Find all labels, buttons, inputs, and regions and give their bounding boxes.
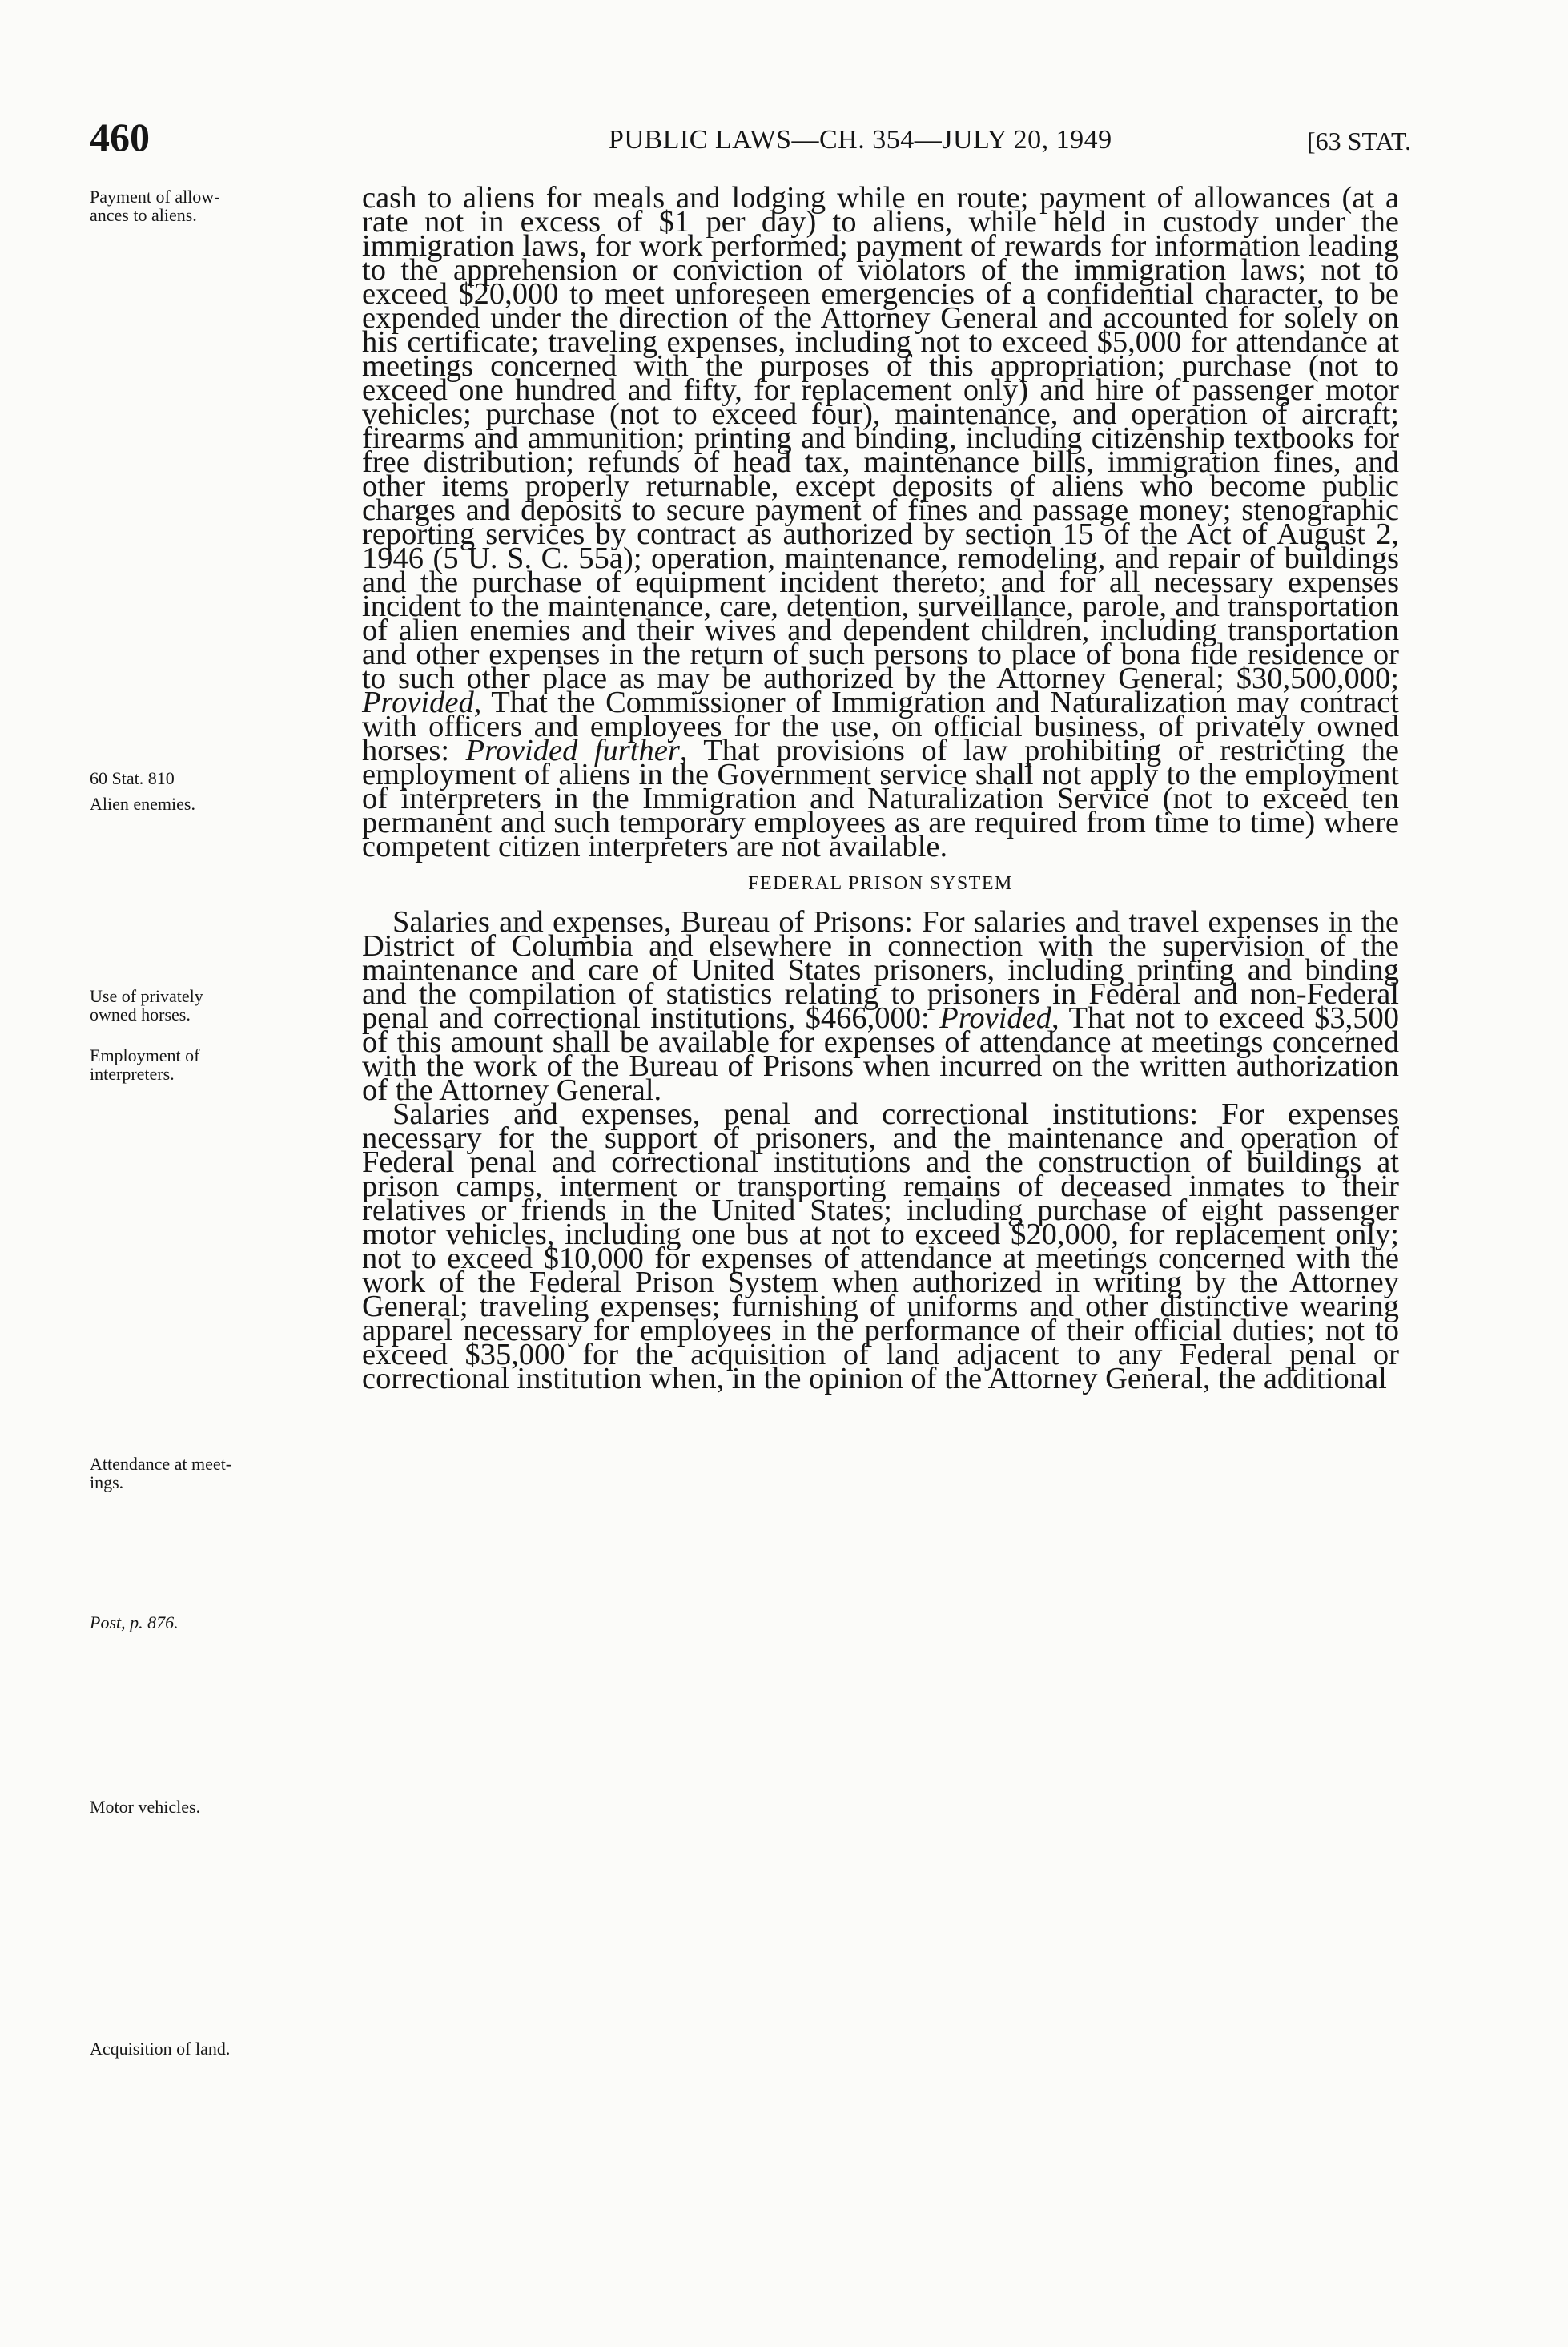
- margin-note-alien-enemies: Alien enemies.: [90, 794, 195, 814]
- paragraph-1-text: cash to aliens for meals and lodging while en route; payment of allowances (at a rate not in excess of $1 per day) to aliens, while held in custody under the immigration laws, for work performed; payment of rewards for information leading to the apprehension or conviction of violators of the immigration laws; not to exceed $20,000 to meet unforeseen emergencies of a confidential character, to be expended under the direction of the Attorney General and accounted for solely on his certificate; traveling expenses, including not to exceed $5,000 for attendance at meetings concerned with the purposes of this appropriation; purchase (not to exceed one hundred and fifty, for replacement only) and hire of passenger motor vehicles; purchase (not to exceed four), maintenance, and operation of aircraft; firearms and ammunition; printing and binding, including citizenship textbooks for free distribution; refunds of head tax, maintenance bills, immigration fines, and other items properly returnable, except deposits of aliens who become public charges and deposits to secure payment of fines and passage money; stenographic reporting services by contract as authorized by section 15 of the Act of August 2, 1946 (5 U. S. C. 55a); operation, maintenance, remodeling, and repair of buildings and the purchase of equipment incident thereto; and for all necessary expenses incident to the maintenance, care, detention, surveillance, parole, and transportation of alien enemies and their wives and dependent children, including transportation and other expenses in the return of such persons to place of bona fide residence or to such other place as may be authorized by the Attorney General; $30,500,000;: [362, 181, 1399, 695]
- margin-note-post-reference: Post, p. 876.: [90, 1612, 179, 1632]
- running-head: PUBLIC LAWS—CH. 354—JULY 20, 1949: [609, 125, 1112, 155]
- margin-note-employment-interpreters: Employment of interpreters.: [90, 1045, 200, 1084]
- margin-note-payment-allowances: Payment of allow- ances to aliens.: [90, 187, 220, 225]
- margin-note-attendance-meetings: Attendance at meet- ings.: [90, 1454, 232, 1492]
- paragraph-immigration-appropriation: [362, 181, 1400, 864]
- section-heading: FEDERAL PRISON SYSTEM: [748, 873, 1013, 894]
- paragraph-penal-institutions: Salaries and expenses, penal and correctional institutions: For expenses necessary for the support of prisoners, and the maintenance and operation of Federal penal and correctional institutions and the construction of buildings at prison camps, interment or transporting remains of deceased inmates to their relatives or friends in the United States; including purchase of eight passenger motor vehicles, including one bus at not to exceed $20,000, for replacement only; not to exceed $10,000 for expenses of attendance at meetings concerned with the work of the Federal Prison System when authorized in writing by the Attorney General; traveling expenses; furnishing of uniforms and other distinctive wearing apparel necessary for employees in the performance of their official duties; not to exceed $35,000 for the acquisition of land adjacent to any Federal penal or correctional institution when, in the opinion of the Attorney General, the additional: [362, 1097, 1399, 1395]
- margin-note-stat-citation: 60 Stat. 810: [90, 768, 175, 788]
- margin-note-acquisition-land: Acquisition of land.: [90, 2039, 231, 2059]
- margin-notes: [0, 0, 264, 2347]
- margin-note-privately-owned-horses: Use of privately owned horses.: [90, 986, 203, 1025]
- margin-note-motor-vehicles: Motor vehicles.: [90, 1797, 201, 1817]
- provided-italic-2: Provided: [939, 1001, 1051, 1035]
- paragraph-1b-text: , That the Commissioner of Immigration and Naturalization may contract with officers and employees for the use, on official business, of privately owned horses:: [362, 686, 1399, 767]
- provided-italic-1: Provided: [362, 686, 474, 719]
- paragraph-1c-text: , That provisions of law prohibiting or restricting the employment of aliens in the Government service shall not apply to the employment of interpreters in the Immigration and Naturalization Service (not to exceed ten permanent and such temporary employees as are required from time to time) where competent citizen interpreters are not available.: [362, 734, 1400, 864]
- statute-reference: [63 STAT.: [1307, 127, 1412, 155]
- provided-further-italic: Provided further: [465, 734, 680, 767]
- page-number: 460: [90, 115, 150, 159]
- paragraph-2b-text: , That not to exceed $3,500 of this amount shall be available for expenses of attendance at meetings concerned with the work of the Bureau of Prisons when incurred on the written authorization of the Attorney General.: [362, 1001, 1400, 1107]
- paragraph-2a-text: Salaries and expenses, Bureau of Prisons: For salaries and travel expenses in the District of Columbia and elsewhere in connection with the supervision of the maintenance and care of United States prisoners, including printing and binding and the compilation of statistics relating to prisoners in Federal and non-Federal penal and correctional institutions, $466,000:: [362, 905, 1399, 1035]
- paragraph-bureau-of-prisons: [362, 905, 1400, 1107]
- body-text: [362, 181, 1400, 1395]
